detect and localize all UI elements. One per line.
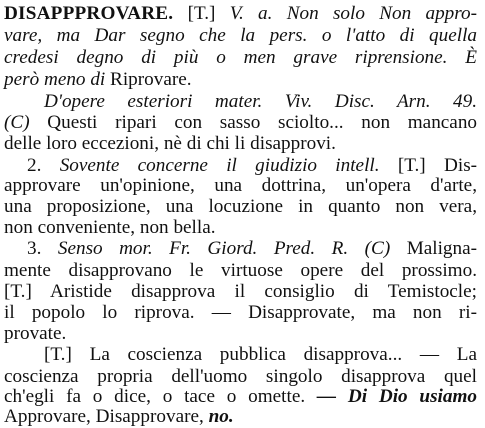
tag-c: (C) <box>4 112 30 133</box>
sense-label: Sovente concerne il giudizio intell. <box>59 155 380 176</box>
sense-label: Senso mor. Fr. Giord. Pred. R. <box>57 238 349 259</box>
entry-line-3: credesi degno di più o men grave riprensione. È <box>4 47 477 68</box>
headword: DISAPPPROVARE. <box>4 3 174 24</box>
sense-4-line-2: coscienza propria dell'uomo singolo disapprova quel <box>4 366 477 387</box>
sense-4-line-4: Approvare, Disapprovare, no. <box>4 406 234 427</box>
entry-line-4 <box>4 69 477 91</box>
tag-t: [T.] <box>44 344 72 365</box>
sense-2-line-2: approvare un'opinione, una dottrina, un'opera d'arte, <box>4 175 477 196</box>
tag-t: [T.] <box>397 155 426 176</box>
note-phrase: — Di Dio usiamo <box>316 386 477 407</box>
tag-c: (C) <box>364 238 391 259</box>
sense-3-header: 3. Senso mor. Fr. Giord. Pred. R. (C) Maligna- <box>27 238 478 259</box>
sense-2-line-3: una proposizione, una locuzione in quanto non vera, <box>4 196 477 217</box>
sense-1-quote-line-2: delle loro eccezioni, nè di chi li disapprovi. <box>4 133 336 154</box>
sense-1-citation: D'opere esteriori mater. Viv. Disc. Arn. 49. <box>44 91 477 112</box>
sense-3-line-5: provate. <box>4 323 67 344</box>
sense-2-line-4: non conveniente, non bella. <box>4 217 216 238</box>
sense-number: 2. <box>27 155 42 176</box>
sense-3-line-2: mente disapprovano le virtuose opere del prossimo. <box>4 260 477 281</box>
sense-number: 3. <box>27 238 42 259</box>
tag-t: [T.] <box>187 3 216 24</box>
see-also-word: Riprovare. <box>110 69 192 90</box>
sense-1-quote-line-1: (C) Questi ripari con sasso sciolto... non mancano <box>4 112 478 133</box>
entry-line-2: vare, ma Dar segno che la pers. o l'atto di quella <box>4 25 477 46</box>
sense-2-header: 2. Sovente concerne il giudizio intell. [T.] Dis- <box>27 155 478 176</box>
sense-3-line-3: [T.] Aristide disapprova il consiglio di Temistocle; <box>4 281 477 302</box>
sense-3-line-4: il popolo lo riprova. — Disapprovate, ma non ri- <box>4 302 477 323</box>
grammar-definition: V. a. Non solo Non appro- <box>229 3 478 24</box>
sense-4-line-1: [T.] La coscienza pubblica disapprova... — La <box>44 344 477 365</box>
sense-4-line-3: ch'egli fa o dice, o tace o omette. — Di Dio usiamo <box>4 386 477 407</box>
see-also-prefix: però meno di <box>4 69 106 90</box>
entry-line-1 <box>4 3 477 25</box>
